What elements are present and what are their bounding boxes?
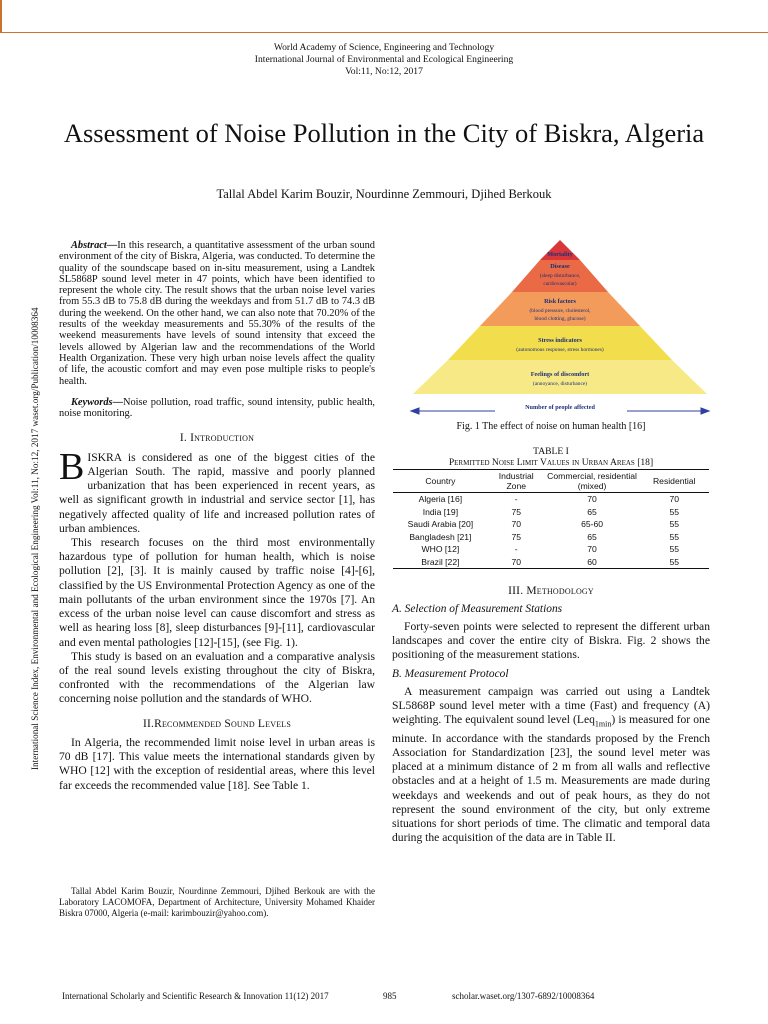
footer-publisher: International Scholarly and Scientific Research & Innovation 11(12) 2017 <box>62 991 329 1001</box>
table-cell: 75 <box>511 531 522 542</box>
pyramid-sub-discomfort: (annoyance, disturbance) <box>532 381 588 387</box>
section-meth-num: III. <box>508 585 524 597</box>
paper-title: Assessment of Noise Pollution in the City of Biskra, Algeria <box>63 118 705 148</box>
table-cell: 70 <box>511 519 522 529</box>
meth-p2-subscript: 1min <box>594 719 612 729</box>
noise-limit-table <box>393 469 709 569</box>
table-cell: 70 <box>587 544 597 554</box>
keywords-dash: — <box>112 396 123 408</box>
table-cell: Saudi Arabia [20] <box>407 519 474 529</box>
rec-paragraph-1: In Algeria, the recommended limit noise level in urban areas is 70 dB [17]. This value meets the international standards given by WHO [12] with the exception of residential areas, where this level far exceeds the recommended value [18]. See Table 1. <box>59 735 375 792</box>
noise-health-pyramid-figure <box>395 236 725 420</box>
table-header-country: Country <box>393 470 488 493</box>
section-meth-heading <box>392 586 710 597</box>
table-cell: WHO [12] <box>421 544 460 554</box>
table-title: Permitted Noise Limit Values in Urban Areas [18] <box>448 457 654 468</box>
arrow-left-icon <box>411 408 419 414</box>
section-intro-num: I. <box>179 432 187 445</box>
paper-authors: Tallal Abdel Karim Bouzir, Nourdinne Zemmouri, Djihed Berkouk <box>216 187 552 201</box>
abstract <box>59 240 375 387</box>
pyramid-title-risk: Risk factors <box>544 298 576 305</box>
table-cell: India [19] <box>422 506 459 517</box>
table-cell: Bangladesh [21] <box>409 531 472 542</box>
subsection-b-heading: B. Measurement Protocol <box>392 668 509 681</box>
left-column <box>59 240 375 793</box>
abstract-label: Abstract <box>71 240 107 251</box>
keywords <box>59 397 375 420</box>
table-cell: 55 <box>669 544 680 554</box>
side-index-text: International Science Index, Environmental and Ecological Engineering Vol:11, No:12, 2017 waset.org/Publication/10008364 <box>30 307 40 770</box>
table-number: TABLE I <box>533 446 569 457</box>
pyramid-sub-disease-2: cardiovascular) <box>543 281 577 287</box>
table-row <box>393 518 709 531</box>
right-column-body <box>392 586 710 845</box>
arrow-right-icon <box>701 408 709 414</box>
table-cell: 65 <box>587 531 597 542</box>
table-cell: 60 <box>545 556 640 569</box>
meth-body-b <box>392 685 710 846</box>
table-cell: 70 <box>669 494 680 504</box>
section-meth-title: Methodology <box>526 585 594 597</box>
table-cell: Algeria [16] <box>418 494 463 504</box>
table-cell: 75 <box>511 506 522 517</box>
table-header-industrial: Industrial Zone <box>488 470 545 493</box>
author-footnote: Tallal Abdel Karim Bouzir, Nourdinne Zemmouri, Djihed Berkouk are with the Laboratory LACOMOFA, Department of Architecture, University Mohamed Khaider Biskra 07000, Algeria (e-mail: karimbouzir@yahoo.com). <box>59 886 375 918</box>
meth-p2-text-b: ) is measured for one minute. In accordance with the standards proposed by the French Association for Standardization [23], the sound level meter was placed at a minimum distance of 2 m from all walls and reflective obstacles and at a height of 1.5 m. Measurements are made during weekdays and weekends and out of peak hours, as they do not represent the sound environment of the city, but only extreme situations for short periods of time. The climatic and temporal data during the acquisition of the data are in Table II. <box>392 713 710 845</box>
section-rec-num: II. <box>142 717 155 730</box>
table-cell: 70 <box>488 556 545 569</box>
table-cell: 65-60 <box>581 519 604 529</box>
section-intro-title: Introduction <box>190 432 255 445</box>
table-row <box>393 493 709 506</box>
table-cell: 70 <box>587 494 597 504</box>
table-row <box>393 543 709 556</box>
table-row <box>393 531 709 544</box>
section-rec-title: Recommended Sound Levels <box>154 717 292 730</box>
side-index-text-wrap <box>30 290 44 780</box>
pyramid-axis-label: Number of people affected <box>525 404 595 411</box>
subsection-a-heading: A. Selection of Measurement Stations <box>392 603 563 616</box>
table-cell: Brazil [22] <box>393 556 488 569</box>
pyramid-title-discomfort: Feelings of discomfort <box>530 371 590 378</box>
intro-p1-text: ISKRA is considered as one of the biggest cities of the Algerian South. The rapid, massive and poorly planned urbanization that has been experienced in recent years, as well as significant growth in industrial and service sector [1], has negatively affected quality of life and increased pollution rates of urban ambiences. <box>59 450 375 535</box>
intro-paragraph-3: This study is based on an evaluation and a comparative analysis of the real sound levels existing throughout the city of Biskra, confronted with the recommendations of the Algerian law concerning noise pollution and the standards of WHO. <box>59 649 375 706</box>
table-row <box>393 556 709 569</box>
meth-body-a <box>392 620 710 663</box>
footer-url: scholar.waset.org/1307-6892/10008364 <box>452 991 595 1001</box>
table-cell: 55 <box>669 519 680 529</box>
abstract-text: In this research, a quantitative assessment of the urban sound environment of the city of Biskra, Algeria, was conducted. To determine the quality of the soundscape based on in-situ measurement, using a Landtek SL5868P sound level meter in 47 points, which have been identified to represent the whole city. The result shows that the urban noise level varies from 55.3 dB to 75.8 dB during the weekdays and from 51.7 dB to 74.3 dB during the weekend. On the other hand, we can also note that 70.20% of the results of the weekday measurements and 55.30% of the results of the weekend measurements have levels of sound intensity that exceed the levels allowed by Algerian law and the recommendations of the World Health Organization. These very high urban noise levels affect the quality of life, the acoustic comfort and may even pose multiple risks to people's health. <box>59 240 375 387</box>
keywords-text: Noise pollution, road traffic, sound intensity, public health, noise monitoring. <box>59 396 375 420</box>
table-header-commercial: Commercial, residential (mixed) <box>545 470 640 493</box>
journal-volume: Vol:11, No:12, 2017 <box>345 66 423 77</box>
pyramid-sub-disease-1: (sleep disturbance, <box>539 273 581 279</box>
table-cell: 55 <box>669 506 680 517</box>
pyramid-title-mortality: Mortality <box>547 251 573 258</box>
journal-name: International Journal of Environmental and Ecological Engineering <box>254 54 514 65</box>
meth-paragraph-1: Forty-seven points were selected to represent the different urban landscapes and cover the entire city of Biskra. Fig. 2 shows the positioning of the measurement stations. <box>392 619 710 662</box>
table-cell: 55 <box>639 556 709 569</box>
pyramid-title-disease: Disease <box>550 263 570 270</box>
pyramid-sub-stress: (autonomous response, stress hormones) <box>516 347 604 353</box>
table-title-block <box>392 446 710 468</box>
intro-paragraph-1 <box>59 445 375 536</box>
intro-paragraph-2: This research focuses on the third most environmentally hazardous type of pollution for human health, which is noise pollution [2], [3]. It is mainly caused by traffic noise [4]-[6], classified by the US Environmental Protection Agency as one of the main pollutants of the urban environment since the 1970s [7]. An excess of the urban noise level can cause discomfort and stress as well as hearing loss [8], sleep disturbances [9]-[11], cardiovascular and even mental pathologies [12]-[15], (see Fig. 1). <box>59 536 375 649</box>
section-intro-heading <box>59 433 375 444</box>
rec-body <box>59 736 375 793</box>
figure-caption: Fig. 1 The effect of noise on human health [16] <box>456 421 646 432</box>
abstract-dash: — <box>106 240 118 251</box>
section-rec-heading <box>59 719 375 730</box>
table-row <box>393 506 709 519</box>
keywords-label: Keywords <box>71 396 113 408</box>
table-cell: - <box>514 494 518 504</box>
journal-header <box>0 42 768 78</box>
pyramid-sub-risk-2: blood clotting, glucose) <box>534 316 586 322</box>
table-header-residential: Residential <box>639 470 709 493</box>
intro-body <box>59 445 375 707</box>
drop-cap: B <box>59 445 85 488</box>
meth-paragraph-2 <box>392 685 710 846</box>
pyramid-title-stress: Stress indicators <box>538 337 582 344</box>
pyramid-sub-risk-1: (blood pressure, cholesterol, <box>529 308 591 314</box>
journal-org: World Academy of Science, Engineering and Technology <box>273 42 495 53</box>
footer-page-number: 985 <box>383 991 397 1001</box>
table-cell: - <box>514 544 518 554</box>
top-border-bar <box>0 0 768 33</box>
meth-p2-text-a: A measurement campaign was carried out using a Landtek SL5868P sound level meter with a time (Fast) and frequency (A) weighting. The equivalent sound level (Leq <box>392 684 710 727</box>
table-header-row <box>393 470 709 493</box>
table-cell: 65 <box>587 506 597 517</box>
table-cell: 55 <box>669 531 680 542</box>
